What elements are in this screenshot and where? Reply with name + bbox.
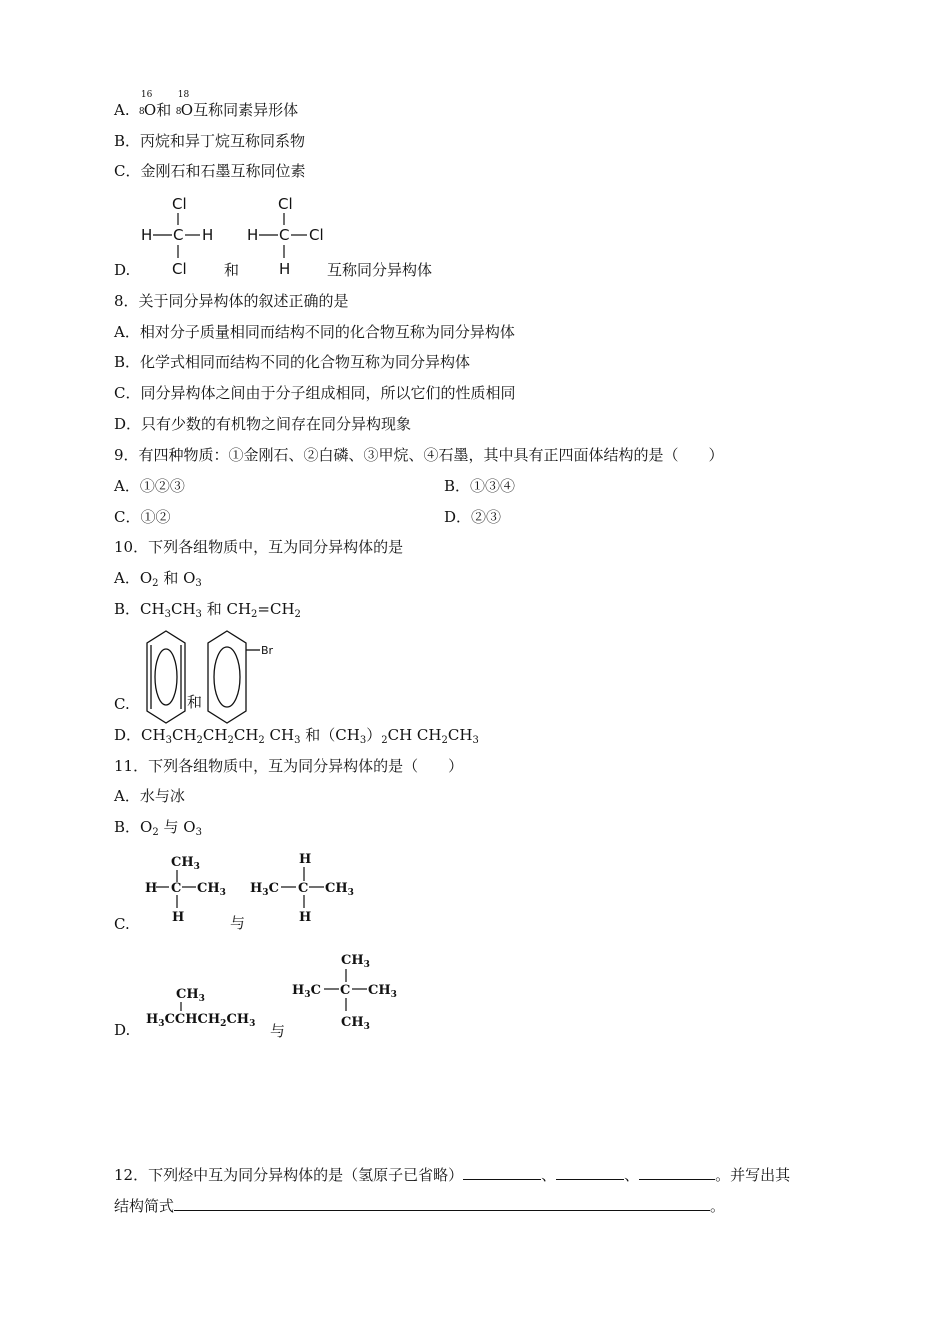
q10-stem: 10．下列各组物质中，互为同分异构体的是 xyxy=(114,538,404,556)
q9-option-b: B．①③④ xyxy=(444,477,516,495)
q10-option-c xyxy=(114,694,130,714)
answer-blank-2[interactable] xyxy=(556,1165,624,1180)
atom-h: H xyxy=(299,852,312,867)
atom-h: H xyxy=(172,910,185,925)
isopentane-structure xyxy=(146,987,255,1029)
atom-cl: Cl xyxy=(172,260,187,278)
atom-c: C xyxy=(340,983,351,998)
group-h3c: $H_3C$ xyxy=(250,881,279,898)
option-label: C. xyxy=(114,915,130,933)
q10-option-a: A．$O_2$ 和 $O_3$ xyxy=(114,569,202,589)
propane-structure-1 xyxy=(145,855,226,925)
atom-h: H xyxy=(202,226,214,244)
q7-d-tail: 互称同分异构体 xyxy=(327,261,433,279)
q10-c-structures xyxy=(140,628,290,724)
question-text: 。并写出其 xyxy=(715,1166,791,1184)
q10-c-and: 和 xyxy=(187,693,203,711)
atom-c: C xyxy=(279,226,290,244)
option-label: B． xyxy=(114,600,141,618)
q11-d-and: 与 xyxy=(270,1022,286,1040)
separator: 、 xyxy=(624,1166,640,1184)
atomic-number: 8 xyxy=(175,107,182,117)
option-label: B． xyxy=(114,818,141,836)
q9-option-d: D．②③ xyxy=(444,508,502,526)
conjunction: 和 xyxy=(206,600,222,618)
neopentane-structure xyxy=(292,953,397,1032)
atom-c: C xyxy=(171,881,182,896)
question-text: 12．下列烃中互为同分异构体的是（氢原子已省略） xyxy=(114,1166,464,1184)
isotope-o16 xyxy=(138,90,157,120)
group-ch3: $CH_3$ xyxy=(176,987,205,1004)
q9-stem: 9．有四种物质：①金刚石、②白磷、③甲烷、④石墨，其中具有正四面体结构的是（ ） xyxy=(114,446,724,464)
atom-cl: Cl xyxy=(172,195,187,213)
q11-option-a: A．水与冰 xyxy=(114,787,185,805)
conjunction: 和 xyxy=(163,569,179,587)
dichloromethane-structure-2 xyxy=(247,195,324,278)
q8-option-d: D．只有少数的有机物之间存在同分异构现象 xyxy=(114,415,412,433)
q7-d-and: 和 xyxy=(224,261,240,279)
dichloromethane-structure-1 xyxy=(141,195,213,278)
group-ch3: $CH_3$ xyxy=(341,1015,370,1032)
atom-cl: Cl xyxy=(278,195,293,213)
q10-option-b: B．$CH_3CH_3$ 和 $CH_2=CH_2$ xyxy=(114,600,301,620)
q11-c-and: 与 xyxy=(230,914,246,932)
atom-cl: Cl xyxy=(309,226,324,244)
answer-blank-3[interactable] xyxy=(639,1165,715,1180)
group-h3c: $H_3C$ xyxy=(292,983,321,1000)
conjunction: 和 xyxy=(305,726,321,744)
condensed-chain: $H_3CCHCH_2CH_3$ xyxy=(146,1012,256,1029)
q9-option-a: A．①②③ xyxy=(114,477,185,495)
option-label: D. xyxy=(114,261,131,279)
q11-stem: 11．下列各组物质中，互为同分异构体的是（ ） xyxy=(114,757,464,775)
q7-option-b: B．丙烷和异丁烷互称同系物 xyxy=(114,132,306,150)
conjunction: 与 xyxy=(163,818,179,836)
option-label: A. xyxy=(114,101,130,119)
atom-c: C xyxy=(173,226,184,244)
mass-number: 16 xyxy=(140,90,153,100)
option-label: D． xyxy=(114,726,142,744)
bromobenzene-ring xyxy=(208,631,274,723)
atom-h: H xyxy=(145,881,158,896)
option-label: C. xyxy=(114,695,130,713)
mass-number: 18 xyxy=(177,90,190,100)
isotope-o18 xyxy=(175,90,194,120)
period: 。 xyxy=(710,1197,726,1215)
q11-option-d xyxy=(114,1020,130,1040)
option-label: D. xyxy=(114,1021,131,1039)
element-symbol: O xyxy=(143,101,157,119)
atom-h: H xyxy=(247,226,259,244)
q11-c-structures xyxy=(140,848,360,928)
q8-option-a: A．相对分子质量相同而结构不同的化合物互称为同分异构体 xyxy=(114,323,515,341)
q7-option-d xyxy=(114,260,130,280)
q7-option-a xyxy=(114,90,299,120)
atomic-number: 8 xyxy=(138,107,145,117)
q11-option-b: B．$O_2$ 与 $O_3$ xyxy=(114,818,202,838)
propane-structure-2 xyxy=(250,852,354,925)
q8-option-b: B．化学式相同而结构不同的化合物互称为同分异构体 xyxy=(114,353,471,371)
q8-option-c: C．同分异构体之间由于分子组成相同，所以它们的性质相同 xyxy=(114,384,516,402)
atom-br: Br xyxy=(261,644,274,657)
question-text: 结构简式 xyxy=(114,1197,175,1215)
answer-blank-1[interactable] xyxy=(463,1165,541,1180)
atom-h: H xyxy=(299,910,312,925)
group-ch3: $CH_3$ xyxy=(171,855,200,872)
q10-option-d: D．$CH_3CH_2CH_2CH_2$ $CH_3$ 和$(CH_3)_2CH$ $CH_2CH_3$ xyxy=(114,726,479,746)
group-ch3: $CH_3$ xyxy=(197,881,226,898)
group-ch3: $CH_3$ xyxy=(368,983,397,1000)
atom-c: C xyxy=(298,881,309,896)
q11-option-c xyxy=(114,914,130,934)
group-ch3: $CH_3$ xyxy=(341,953,370,970)
group-ch3: $CH_3$ xyxy=(325,881,354,898)
benzene-ring xyxy=(147,631,185,723)
q12-line2 xyxy=(114,1196,725,1216)
q8-stem: 8．关于同分异构体的叙述正确的是 xyxy=(114,292,349,310)
q12-stem xyxy=(114,1165,790,1185)
option-text: 互称同素异形体 xyxy=(193,101,299,119)
atom-h: H xyxy=(141,226,153,244)
conjunction: 和 xyxy=(156,101,172,119)
q7-option-c: C．金刚石和石墨互称同位素 xyxy=(114,162,306,180)
element-symbol: O xyxy=(180,101,194,119)
q9-option-c: C．①② xyxy=(114,508,171,526)
separator: 、 xyxy=(541,1166,557,1184)
answer-blank-structure[interactable] xyxy=(174,1196,710,1211)
option-label: A． xyxy=(114,569,140,587)
atom-h: H xyxy=(279,260,291,278)
